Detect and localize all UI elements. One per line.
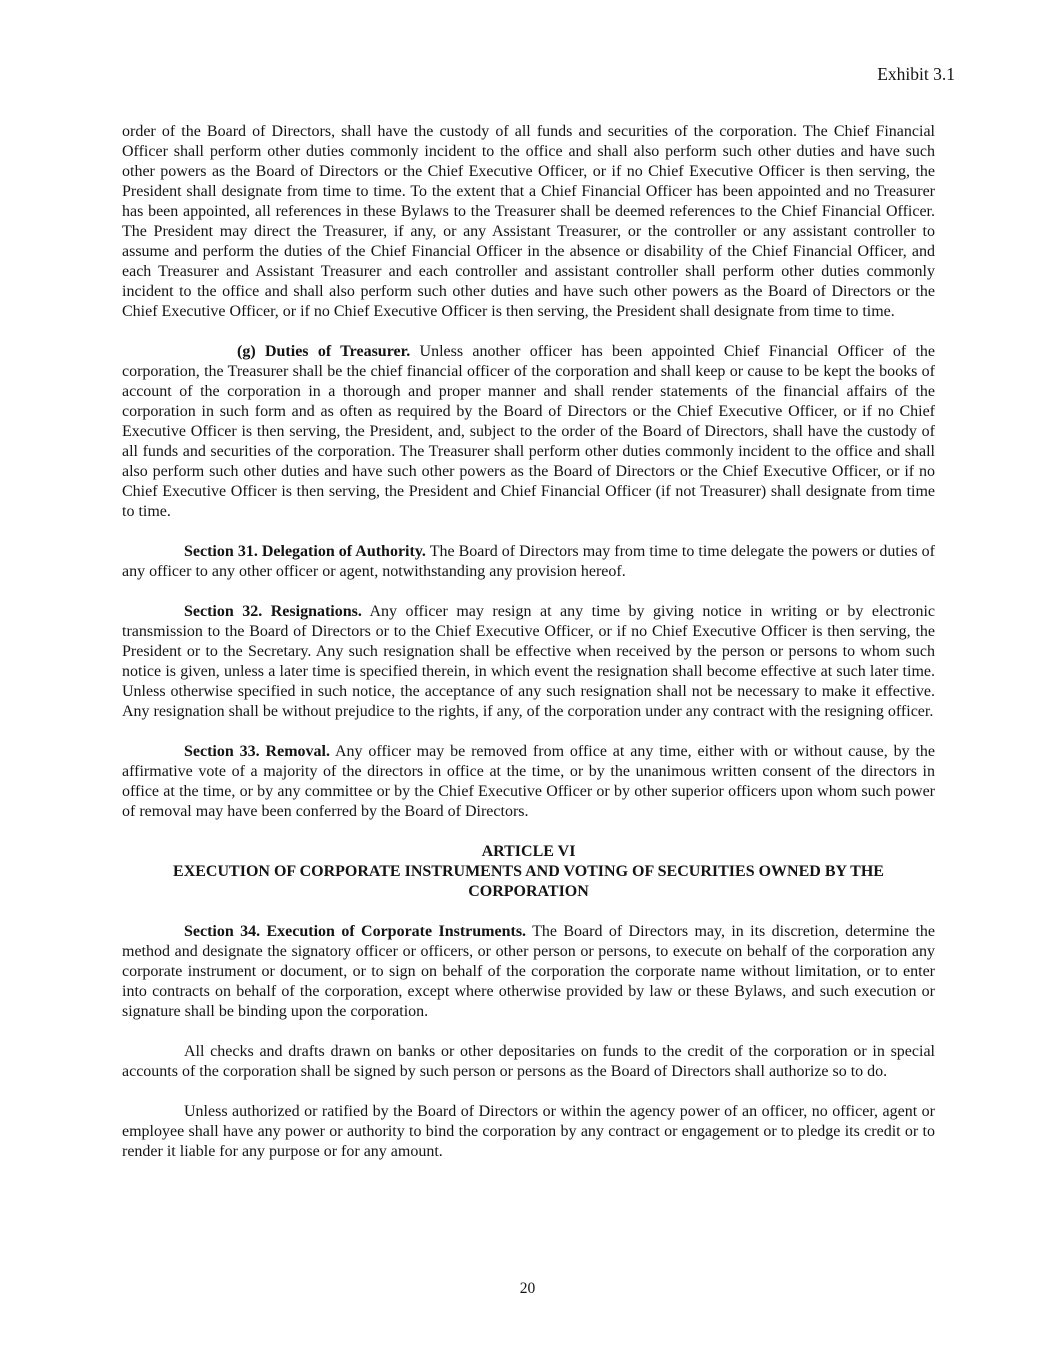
page-number: 20	[519, 1280, 536, 1297]
paragraph-checks-and-drafts	[122, 1042, 935, 1082]
paragraph-lead: Section 32. Resignations.	[184, 603, 362, 620]
article-vi-heading	[122, 842, 935, 902]
document-body	[122, 122, 935, 1162]
exhibit-label: Exhibit 3.1	[877, 64, 955, 84]
paragraph-lead: Section 31. Delegation of Authority.	[184, 543, 426, 560]
paragraph-text: Unless another officer has been appointed Chief Financial Officer of the corporation, the Treasurer shall be the chief financial officer of the corporation and shall keep or cause to be kept the books of account of the corporation in a thorough and proper manner and shall render statements of the financial affairs of the corporation in such form and as often as required by the Board of Directors or the Chief Executive Officer, or if no Chief Executive Officer is then serving, the President, and, subject to the order of the Board of Directors, shall have the custody of all funds and securities of the corporation. The Treasurer shall perform other duties commonly incident to the office and shall also perform such other duties and have such other powers as the Board of Directors or the Chief Executive Officer, or if no Chief Executive Officer is then serving, the President and Chief Financial Officer (if not Treasurer) shall designate from time to time.	[122, 343, 935, 520]
paragraph-lead: Section 34. Execution of Corporate Instruments.	[184, 923, 527, 940]
paragraph-section-34-execution-of-corporate-instruments	[122, 922, 935, 1022]
paragraph-cfo-continuation	[122, 122, 935, 322]
paragraph-text: The Board of Directors may from time to time delegate the powers or duties of any officer to any other officer or agent, notwithstanding any provision hereof.	[122, 543, 935, 580]
paragraph-text: Unless authorized or ratified by the Board of Directors or within the agency power of an officer, no officer, agent or employee shall have any power or authority to bind the corporation by any contract or engagement or to pledge its credit or to render it liable for any purpose or for any amount.	[122, 1103, 935, 1160]
paragraph-text: Any officer may be removed from office at any time, either with or without cause, by the affirmative vote of a majority of the directors in office at the time, or by the unanimous written consent of the directors in office at the time, or by any committee or by the Chief Executive Officer or by other superior officers upon whom such power of removal may have been conferred by the Board of Directors.	[122, 743, 936, 820]
paragraph-text: Any officer may resign at any time by giving notice in writing or by electronic transmission to the Board of Directors or to the Chief Executive Officer, or if no Chief Executive Officer is then serving, the President or to the Secretary. Any such resignation shall be effective when received by the person or persons to whom such notice is given, unless a later time is specified therein, in which event the resignation shall become effective at such later time. Unless otherwise specified in such notice, the acceptance of any such resignation shall not be necessary to make it effective. Any resignation shall be without prejudice to the rights, if any, of the corporation under any contract with the resigning officer.	[122, 603, 935, 720]
paragraph-section-33-removal	[122, 742, 935, 822]
paragraph-text: The Board of Directors may, in its discretion, determine the method and designate the signatory officer or officers, or other person or persons, to execute on behalf of the corporation any corporate instrument or document, or to sign on behalf of the corporation the corporate name without limitation, or to enter into contracts on behalf of the corporation, except where otherwise provided by law or these Bylaws, and such execution or signature shall be binding upon the corporation.	[122, 923, 935, 1020]
paragraph-lead: Section 33. Removal.	[184, 743, 330, 760]
paragraph-section-31-delegation-of-authority	[122, 542, 935, 582]
article-number: ARTICLE VI	[481, 843, 576, 860]
article-title: EXECUTION OF CORPORATE INSTRUMENTS AND VOTING OF SECURITIES OWNED BY THE CORPORATION	[173, 863, 884, 900]
paragraph-lead: (g) Duties of Treasurer.	[237, 343, 411, 360]
paragraph-text: order of the Board of Directors, shall have the custody of all funds and securities of the corporation. The Chief Financial Officer shall perform other duties commonly incident to the office and shall also perform such other duties and have such other powers as the Board of Directors or the Chief Executive Officer, or if no Chief Executive Officer is then serving, the President shall designate from time to time. To the extent that a Chief Financial Officer has been appointed and no Treasurer has been appointed, all references in these Bylaws to the Treasurer shall be deemed references to the Chief Financial Officer. The President may direct the Treasurer, if any, or any Assistant Treasurer, or the controller or any assistant controller to assume and perform the duties of the Chief Financial Officer in the absence or disability of the Chief Financial Officer, and each Treasurer and Assistant Treasurer and each controller and assistant controller shall perform other duties commonly incident to the office and shall also perform such other duties and have such other powers as the Board of Directors or the Chief Executive Officer, or if no Chief Executive Officer is then serving, the President shall designate from time to time.	[122, 123, 935, 320]
paragraph-duties-of-treasurer	[122, 342, 935, 522]
paragraph-text: All checks and drafts drawn on banks or other depositaries on funds to the credit of the corporation or in special accounts of the corporation shall be signed by such person or persons as the Board of Directors shall authorize so to do.	[122, 1043, 935, 1080]
paragraph-agency-power	[122, 1102, 935, 1162]
paragraph-section-32-resignations	[122, 602, 935, 722]
